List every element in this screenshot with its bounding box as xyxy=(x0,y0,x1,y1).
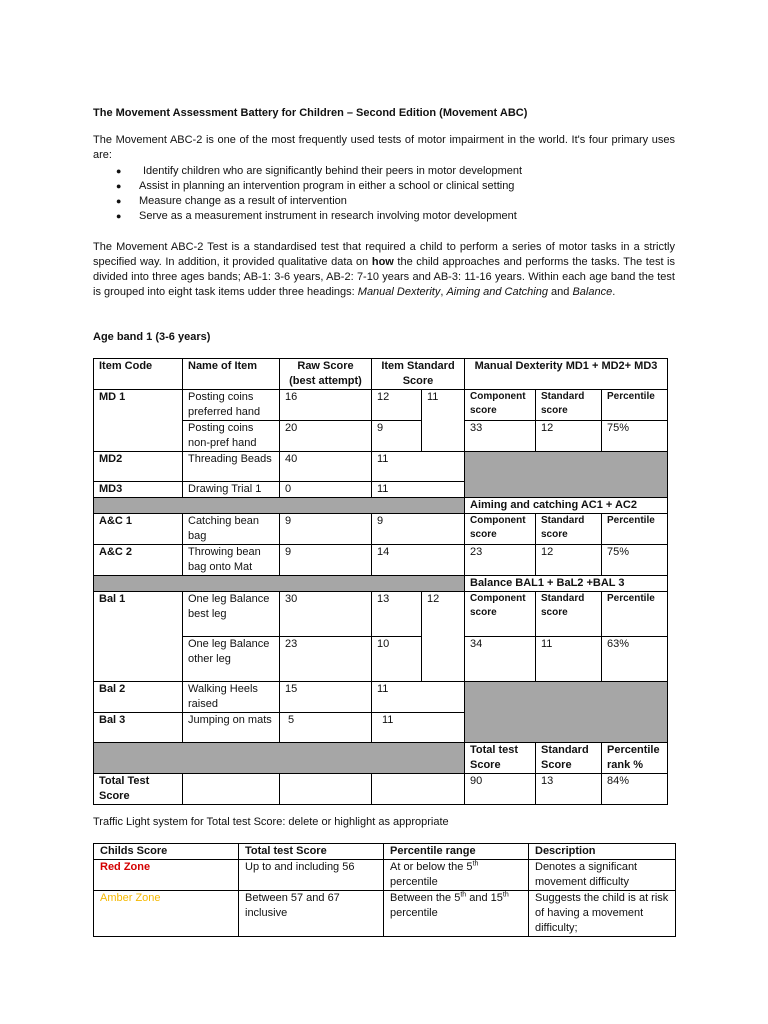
header-manual-dexterity: Manual Dexterity MD1 + MD2+ MD3 xyxy=(465,359,668,390)
cell-raw: 5 xyxy=(280,713,372,743)
cell-total-standard: 13 xyxy=(536,774,602,805)
cell-std: 11 xyxy=(372,682,465,713)
shaded-cell xyxy=(94,498,465,514)
header-raw-score: Raw Score (best attempt) xyxy=(280,359,372,390)
table-row xyxy=(94,860,676,891)
label-standard-score: Standard score xyxy=(536,390,602,421)
cell-red-description: Denotes a significant movement difficulty xyxy=(529,860,676,891)
table-row xyxy=(94,390,668,421)
header-description: Description xyxy=(529,844,676,860)
header-percentile-rank: Percentile rank % xyxy=(602,743,668,774)
cell-empty xyxy=(372,774,465,805)
header-percentile-range: Percentile range xyxy=(384,844,529,860)
cell-raw: 30 xyxy=(280,592,372,637)
traffic-light-table xyxy=(93,843,676,937)
description-paragraph: The Movement ABC-2 Test is a standardised test that required a child to perform a series of motor tasks in a strictly specified way. In addition, it provided qualitative data on how the child approaches and performs the tasks. The test is divided into three ages bands; AB-1: 3-6 years, AB-2: 7-10 years and AB-3: 11-16 years. Within each age band the test is grouped into eight task items udder three headings: Manual Dexterity, Aiming and Catching and Balance. xyxy=(93,241,675,298)
cell-md-component: 33 xyxy=(465,421,536,452)
cell-amber-description: Suggests the child is at risk of having a movement difficulty; xyxy=(529,891,676,937)
shaded-cell xyxy=(465,452,668,498)
cell-raw: 0 xyxy=(280,482,372,498)
cell-md1-combined: 11 xyxy=(422,390,465,452)
shaded-cell xyxy=(465,682,668,743)
cell-raw: 9 xyxy=(280,514,372,545)
cell-raw: 16 xyxy=(280,390,372,421)
cell-raw: 9 xyxy=(280,545,372,576)
cell-raw: 15 xyxy=(280,682,372,713)
cell-name: Jumping on mats xyxy=(183,713,280,743)
cell-name: Catching bean bag xyxy=(183,514,280,545)
header-total-test-score: Total test Score xyxy=(465,743,536,774)
shaded-cell xyxy=(94,576,465,592)
list-item: ● Serve as a measurement instrument in research involving motor development xyxy=(139,209,675,224)
table-row xyxy=(94,682,668,713)
cell-red-score: Up to and including 56 xyxy=(239,860,384,891)
red-zone-label: Red Zone xyxy=(94,860,239,891)
cell-std: 12 xyxy=(372,390,422,421)
page-title: The Movement Assessment Battery for Children – Second Edition (Movement ABC) xyxy=(93,107,528,119)
cell-ac-component: 23 xyxy=(465,545,536,576)
header-item-standard-score: Item Standard Score xyxy=(372,359,465,390)
header-item-code: Item Code xyxy=(94,359,183,390)
cell-std: 9 xyxy=(372,514,465,545)
cell-name: Drawing Trial 1 xyxy=(183,482,280,498)
cell-total-score: 90 xyxy=(465,774,536,805)
cell-name: Posting coins non-pref hand xyxy=(183,421,280,452)
table-row xyxy=(94,498,668,514)
table-row xyxy=(94,592,668,637)
cell-code-bal3: Bal 3 xyxy=(94,713,183,743)
cell-raw: 40 xyxy=(280,452,372,482)
cell-code-md2: MD2 xyxy=(94,452,183,482)
cell-bal1-combined: 12 xyxy=(422,592,465,682)
label-component-score: Component score xyxy=(465,514,536,545)
label-percentile: Percentile xyxy=(602,514,668,545)
cell-empty xyxy=(183,774,280,805)
cell-md-percentile: 75% xyxy=(602,421,668,452)
shaded-cell xyxy=(94,743,465,774)
cell-name: Throwing bean bag onto Mat xyxy=(183,545,280,576)
cell-std: 13 xyxy=(372,592,422,637)
cell-red-range: At or below the 5th percentile xyxy=(384,860,529,891)
cell-std: 9 xyxy=(372,421,422,452)
cell-md-standard: 12 xyxy=(536,421,602,452)
cell-code-ac1: A&C 1 xyxy=(94,514,183,545)
list-item: ● Measure change as a result of intervention xyxy=(139,194,675,209)
label-component-score: Component score xyxy=(465,390,536,421)
cell-name: One leg Balance other leg xyxy=(183,637,280,682)
cell-code-bal2: Bal 2 xyxy=(94,682,183,713)
header-childs-score: Childs Score xyxy=(94,844,239,860)
cell-raw: 20 xyxy=(280,421,372,452)
table-row xyxy=(94,514,668,545)
table-row xyxy=(94,891,676,937)
cell-ac-standard: 12 xyxy=(536,545,602,576)
label-percentile: Percentile xyxy=(602,592,668,637)
header-name-of-item: Name of Item xyxy=(183,359,280,390)
cell-std: 11 xyxy=(372,482,465,498)
list-item: ● Assist in planning an intervention program in either a school or clinical setting xyxy=(139,179,675,194)
cell-bal-standard: 11 xyxy=(536,637,602,682)
cell-code-bal1: Bal 1 xyxy=(94,592,183,682)
cell-total-percentile: 84% xyxy=(602,774,668,805)
list-item: ● Identify children who are significantly behind their peers in motor development xyxy=(139,164,675,179)
traffic-light-label: Traffic Light system for Total test Score: delete or highlight as appropriate xyxy=(93,816,449,828)
cell-code-ac2: A&C 2 xyxy=(94,545,183,576)
cell-code-md3: MD3 xyxy=(94,482,183,498)
header-balance: Balance BAL1 + BaL2 +BAL 3 xyxy=(465,576,668,592)
table-row xyxy=(94,359,668,390)
cell-total-label: Total Test Score xyxy=(94,774,183,805)
table-row xyxy=(94,844,676,860)
cell-bal-component: 34 xyxy=(465,637,536,682)
cell-amber-range: Between the 5th and 15th percentile xyxy=(384,891,529,937)
label-standard-score: Standard score xyxy=(536,592,602,637)
header-aiming-catching: Aiming and catching AC1 + AC2 xyxy=(465,498,668,514)
table-row xyxy=(94,452,668,482)
age-band-heading: Age band 1 (3-6 years) xyxy=(93,331,211,343)
cell-name: Posting coins preferred hand xyxy=(183,390,280,421)
score-table xyxy=(93,358,668,805)
table-row xyxy=(94,743,668,774)
label-percentile: Percentile xyxy=(602,390,668,421)
label-component-score: Component score xyxy=(465,592,536,637)
cell-std: 11 xyxy=(372,713,465,743)
uses-list xyxy=(93,164,675,224)
table-row xyxy=(94,576,668,592)
header-standard-score: Standard Score xyxy=(536,743,602,774)
cell-std: 14 xyxy=(372,545,465,576)
header-total-test-score: Total test Score xyxy=(239,844,384,860)
table-row xyxy=(94,774,668,805)
cell-name: One leg Balance best leg xyxy=(183,592,280,637)
table-row xyxy=(94,545,668,576)
cell-name: Threading Beads xyxy=(183,452,280,482)
cell-std: 10 xyxy=(372,637,422,682)
cell-code-md1: MD 1 xyxy=(94,390,183,452)
cell-amber-score: Between 57 and 67 inclusive xyxy=(239,891,384,937)
cell-bal-percentile: 63% xyxy=(602,637,668,682)
intro-paragraph: The Movement ABC-2 is one of the most frequently used tests of motor impairment in the world. It's four primary uses are: xyxy=(93,134,675,161)
cell-raw: 23 xyxy=(280,637,372,682)
amber-zone-label: Amber Zone xyxy=(94,891,239,937)
cell-ac-percentile: 75% xyxy=(602,545,668,576)
cell-std: 11 xyxy=(372,452,465,482)
cell-empty xyxy=(280,774,372,805)
cell-name: Walking Heels raised xyxy=(183,682,280,713)
label-standard-score: Standard score xyxy=(536,514,602,545)
